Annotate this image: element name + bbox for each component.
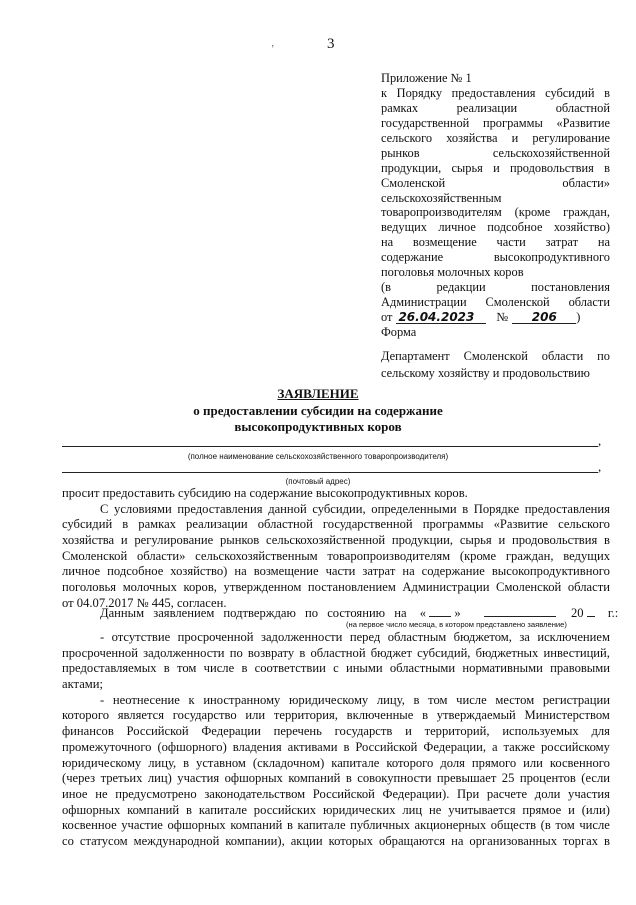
signature-line <box>381 310 610 325</box>
body-paragraph-1 <box>62 486 610 612</box>
appendix-line: содержание высокопродуктивного <box>381 250 610 265</box>
body-b-line: (через третьих лиц) участия офшорных компаний в совокупности превышает 25 процентов (если <box>62 771 610 786</box>
appendix-line: рамках реализации областной <box>381 100 610 115</box>
body-b-line: иное не предусмотрено законодательством Российской Федерации). При расчете доли участия <box>62 786 610 801</box>
sig-prefix: от <box>381 310 393 324</box>
body-b-line: косвенное участие офшорных компаний в капитале публичных акционерных обществ (в том числе <box>62 818 610 833</box>
month-field[interactable] <box>484 604 556 617</box>
document-subtitle-2: высокопродуктивных коров <box>234 419 402 434</box>
form-label: Форма <box>381 324 417 339</box>
applicant-name-field[interactable] <box>62 445 598 447</box>
appendix-line: сельскохозяйственным <box>381 190 502 205</box>
year-prefix: 20 <box>570 606 584 620</box>
applicant-name-caption: (полное наименование сельскохозяйственного товаропроизводителя) <box>187 452 449 461</box>
appendix-line: на возмещение части затрат на <box>381 235 610 250</box>
body-b-line: промежуточного (офшорного) владения активами в Российской Федерации, а также российскому <box>62 739 610 754</box>
appendix-line: рынков сельскохозяйственной <box>381 145 610 160</box>
body-b-line: - отсутствие просроченной задолженности перед областным бюджетом, за исключением <box>100 630 610 644</box>
day-field[interactable] <box>429 604 451 617</box>
body-a-line: хозяйства и регулирование рынков сельскохозяйственной продукции, сырья и продовольствия в <box>62 533 610 548</box>
body-a-line: личное подсобное хозяйство) на возмещение части затрат на содержание высокопродуктивного <box>62 564 610 579</box>
body-a-line: субсидий в рамках реализации областной государственной программы «Развитие сельского <box>62 517 610 532</box>
date-statement-line <box>62 604 619 620</box>
margin-mark: ʼ <box>271 44 275 55</box>
body-b-line: юридическому лицу, в уставном (складочном) капитале которого доля прямого или косвенного <box>62 755 610 770</box>
sig-close: ) <box>576 310 581 324</box>
appendix-line: Смоленской области» <box>381 175 610 190</box>
field-comma: , <box>598 433 602 448</box>
appendix-line: (в редакции постановления <box>381 280 610 295</box>
document-subtitle: о предоставлении субсидии на содержание <box>193 403 443 418</box>
appendix-line: к Порядку предоставления субсидий в <box>381 85 610 100</box>
appendix-line: Приложение № 1 <box>381 71 472 85</box>
handwritten-number: 206 <box>512 311 576 324</box>
body-a-line: С условиями предоставления данной субсидии, определенными в Порядке предоставления <box>100 501 610 516</box>
appendix-header <box>381 71 610 340</box>
body-a-line: Смоленской области» сельскохозяйственным товаропроизводителям (кроме граждан, ведущих <box>62 548 610 563</box>
year-field[interactable] <box>587 604 595 617</box>
body-paragraph-2 <box>62 630 610 850</box>
appendix-line: Администрации Смоленской области <box>381 295 610 310</box>
postal-address-caption: (почтовый адрес) <box>285 477 351 486</box>
appendix-line: продукции, сырья и продовольствия в <box>381 160 610 175</box>
body-b-line: которого является государство или территория, включенные в утверждаемый Министерством <box>62 708 610 723</box>
body-b-line: - неотнесение к иностранному юридическому лицу, в том числе местом регистрации <box>100 692 610 707</box>
body-b-line: со статусом международной компании), акции которых обращаются на организованных торгах в <box>62 833 610 848</box>
field-comma-2: , <box>598 459 602 474</box>
appendix-line: ведущих личное подсобное хозяйство) <box>381 220 610 235</box>
appendix-line: поголовья молочных коров <box>381 265 524 280</box>
body-a-line: от 04.07.2017 № 445, согласен. <box>62 595 227 610</box>
appendix-line: государственной программы «Развитие <box>381 115 610 130</box>
body-a-line: поголовья молочных коров, утвержденном постановлением Администрации Смоленской области <box>62 580 610 595</box>
department-addressee: Департамент Смоленской области по сельскому хозяйству и продовольствию <box>381 349 610 380</box>
handwritten-date: 26.04.2023 <box>396 311 486 324</box>
date-caption: (на первое число месяца, в котором представлено заявление) <box>346 620 567 629</box>
year-suffix: г.: <box>607 606 619 620</box>
body-b-line: финансов Российской Федерации перечень государств и территорий, используемых для <box>62 724 610 739</box>
postal-address-field[interactable] <box>62 471 598 473</box>
open-quote: « <box>419 606 427 620</box>
body-b-line: офшорных компаний в капитале российских юридических лиц не учитывается прямое и (или) <box>62 802 610 817</box>
body-a-line: просит предоставить субсидию на содержание высокопродуктивных коров. <box>62 486 468 500</box>
document-title: ЗАЯВЛЕНИЕ <box>277 386 359 401</box>
body-b-line: предоставляемых в том числе в соответствии с иными областными нормативными правовыми <box>62 661 610 676</box>
sig-number-label: № <box>496 310 509 324</box>
appendix-line: товаропроизводителям (кроме граждан, <box>381 205 610 220</box>
body-b-line: актами; <box>62 677 103 692</box>
body-b-line: просроченной задолженности по возврату в областной бюджет субсидий, бюджетных инвестиций, <box>62 645 610 660</box>
appendix-line: сельского хозяйства и регулирование <box>381 130 610 145</box>
page-number: 3 <box>327 36 335 52</box>
date-line-prefix: Данным заявлением подтверждаю по состоянию на <box>100 606 407 620</box>
close-quote: » <box>454 606 461 620</box>
